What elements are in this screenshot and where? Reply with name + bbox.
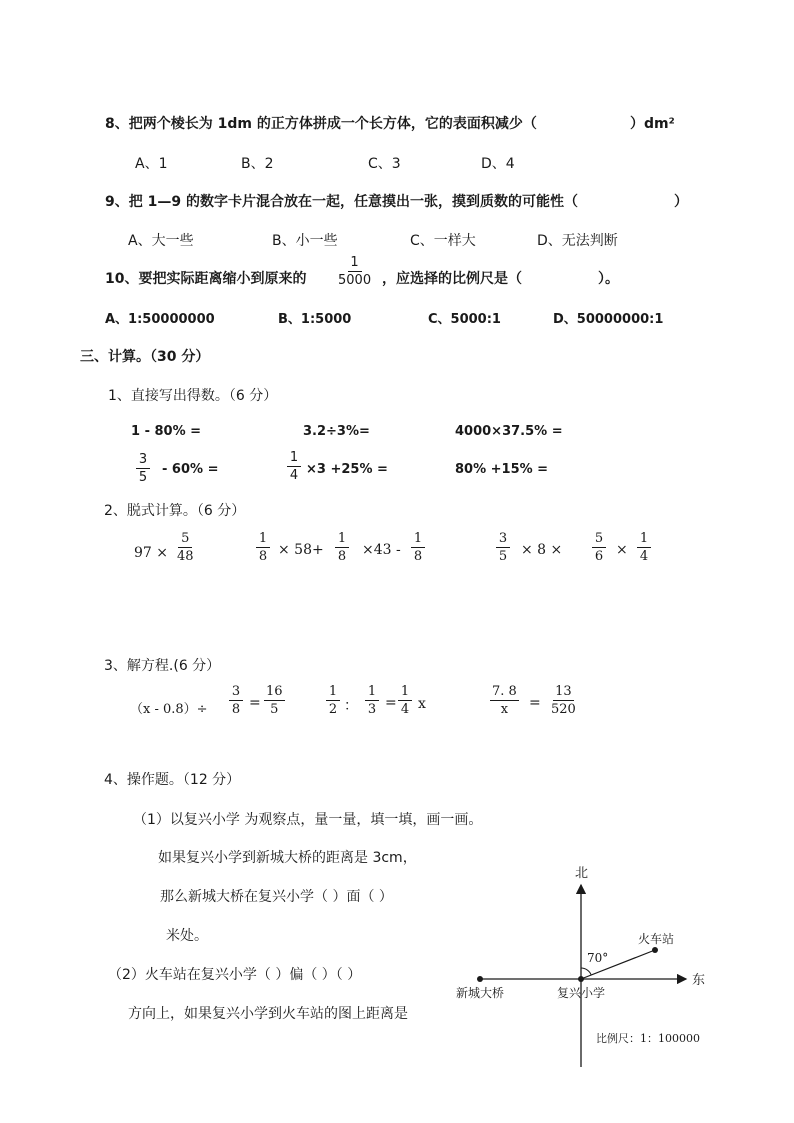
fraction-numerator: 1 bbox=[365, 685, 379, 701]
p3-eq-1-fraction-2 bbox=[264, 685, 285, 716]
fraction-denominator: 8 bbox=[413, 549, 423, 564]
p1-expr-2: 3.2÷3%= bbox=[303, 424, 370, 439]
fraction-denominator: 5 bbox=[498, 549, 508, 564]
p3-eq-1-fraction-1 bbox=[229, 685, 243, 716]
p3-title: 3、解方程.(6 分） bbox=[104, 658, 221, 674]
q10-close: ）。 bbox=[598, 271, 619, 287]
bridge-label: 新城大桥 bbox=[456, 986, 505, 1000]
q8-text: 8、把两个棱长为 1dm 的正方体拼成一个长方体，它的表面积减少（ bbox=[105, 116, 537, 132]
bridge-point bbox=[477, 976, 483, 982]
p1-title: 1、直接写出得数。（6 分） bbox=[108, 388, 278, 404]
fraction-denominator: 5 bbox=[270, 702, 279, 717]
school-point bbox=[578, 976, 584, 982]
fraction-numerator: 3 bbox=[496, 532, 510, 548]
fraction-numerator: 3 bbox=[229, 685, 243, 701]
fraction-denominator: 4 bbox=[639, 549, 649, 564]
fraction-denominator: 8 bbox=[337, 549, 347, 564]
direction-map bbox=[440, 855, 740, 1085]
q10-suffix: ，应选择的比例尺是（ bbox=[382, 271, 522, 287]
p2-expr-3-op-2: × bbox=[616, 542, 628, 558]
p4-s1-title: （1）以复兴小学 为观察点，量一量，填一填，画一画。 bbox=[133, 812, 483, 828]
q9-close: ） bbox=[674, 194, 688, 210]
fraction-denominator: 5 bbox=[138, 470, 148, 485]
fraction-denominator: 2 bbox=[328, 702, 338, 717]
q9-option-c: C、一样大 bbox=[410, 233, 476, 249]
p3-eq-2-variable: x bbox=[418, 696, 426, 712]
p2-expr-2-fraction-2 bbox=[335, 532, 349, 563]
fraction-denominator: x bbox=[500, 702, 509, 717]
fraction-numerator: 1 bbox=[335, 532, 349, 548]
angle-arc bbox=[581, 968, 591, 975]
fraction-numerator: 13 bbox=[555, 684, 572, 699]
p3-eq-1-lead: （x - 0.8）÷ bbox=[130, 702, 208, 717]
p1-expr-3: 4000×37.5% = bbox=[455, 424, 563, 439]
fraction-denominator: 520 bbox=[551, 702, 576, 717]
q10-fraction-numerator: 1 bbox=[348, 256, 362, 272]
fraction-numerator: 1 bbox=[256, 532, 270, 548]
fraction-numerator: 3 bbox=[136, 453, 150, 469]
fraction-denominator: 8 bbox=[258, 549, 268, 564]
fraction-denominator: 4 bbox=[400, 702, 410, 717]
p3-eq-2-equals: = bbox=[385, 695, 397, 711]
p3-eq-2-fraction-1 bbox=[326, 685, 340, 716]
q9-option-d: D、无法判断 bbox=[537, 233, 618, 249]
east-label: 东 bbox=[692, 973, 706, 988]
p2-title: 2、脱式计算。（6 分） bbox=[104, 503, 246, 519]
fraction-numerator: 1 bbox=[287, 451, 301, 467]
p1-expr-4-fraction bbox=[136, 453, 150, 484]
q9-option-b: B、小一些 bbox=[272, 233, 338, 249]
fraction-numerator: 1 bbox=[411, 532, 425, 548]
station-label: 火车站 bbox=[638, 932, 675, 946]
fraction-denominator: 8 bbox=[231, 702, 241, 717]
q10-fraction-denominator: 5000 bbox=[338, 273, 372, 288]
north-label: 北 bbox=[575, 866, 589, 881]
p2-expr-2-fraction-1 bbox=[256, 532, 270, 563]
fraction-denominator: 48 bbox=[177, 549, 194, 564]
q10-prefix: 10、要把实际距离缩小到原来的 bbox=[105, 271, 307, 287]
q10-option-c: C、5000:1 bbox=[428, 312, 501, 327]
p1-expr-6: 80% +15% = bbox=[455, 462, 549, 477]
fraction-numerator: 16 bbox=[266, 684, 283, 699]
station-point bbox=[652, 947, 658, 953]
q9-text: 9、把 1—9 的数字卡片混合放在一起，任意摸出一张，摸到质数的可能性（ bbox=[105, 194, 578, 210]
p3-eq-1-equals: = bbox=[249, 695, 261, 711]
p4-s2-line-2: 方向上，如果复兴小学到火车站的图上距离是 bbox=[128, 1006, 408, 1022]
angle-label: 70° bbox=[587, 951, 609, 965]
p4-s1-line-2: 那么新城大桥在复兴小学（ ）面（ ） bbox=[160, 889, 393, 905]
p3-eq-2-colon: ： bbox=[344, 698, 358, 714]
p2-expr-2-op-1: × 58+ bbox=[278, 542, 324, 558]
p4-title: 4、操作题。（12 分） bbox=[104, 772, 241, 788]
q10-fraction bbox=[338, 256, 371, 287]
p4-s1-line-1: 如果复兴小学到新城大桥的距离是 3cm， bbox=[158, 850, 417, 866]
p3-eq-3-equals: = bbox=[529, 695, 541, 711]
p3-eq-3-fraction-2 bbox=[551, 685, 576, 716]
q10-option-b: B、1:5000 bbox=[278, 312, 352, 327]
q8-option-d: D、4 bbox=[481, 156, 515, 172]
fraction-denominator: 6 bbox=[594, 549, 604, 564]
fraction-numerator: 1 bbox=[637, 532, 651, 548]
p2-expr-3-op-1: × 8 × bbox=[521, 542, 563, 558]
p1-expr-1: 1 - 80% = bbox=[131, 424, 202, 439]
p4-s1-line-3: 米处。 bbox=[166, 928, 208, 944]
fraction-numerator: 5 bbox=[592, 532, 606, 548]
p2-expr-2-op-2: ×43 - bbox=[362, 542, 401, 558]
section3-title: 三、计算。（30 分） bbox=[80, 349, 210, 365]
q8-option-c: C、3 bbox=[368, 156, 401, 172]
p4-s2-line-1: （2）火车站在复兴小学（ ）偏（ ）（ ） bbox=[108, 967, 362, 983]
p2-expr-1-lead: 97 × bbox=[134, 545, 168, 561]
p2-expr-1-fraction bbox=[177, 532, 194, 563]
fraction-numerator: 1 bbox=[398, 685, 412, 701]
fraction-numerator: 7. 8 bbox=[492, 684, 517, 699]
q8-option-a: A、1 bbox=[135, 156, 168, 172]
fraction-denominator: 3 bbox=[367, 702, 377, 717]
q8-close: ）dm² bbox=[630, 116, 675, 132]
q10-option-d: D、50000000:1 bbox=[553, 312, 664, 327]
p1-expr-5-fraction bbox=[287, 451, 301, 482]
fraction-denominator: 4 bbox=[289, 468, 299, 483]
q9-option-a: A、大一些 bbox=[128, 233, 194, 249]
p3-eq-2-fraction-2 bbox=[365, 685, 379, 716]
fraction-numerator: 5 bbox=[178, 532, 192, 548]
p3-eq-2-fraction-3 bbox=[398, 685, 412, 716]
fraction-numerator: 1 bbox=[326, 685, 340, 701]
p2-expr-3-fraction-3 bbox=[637, 532, 651, 563]
p2-expr-3-fraction-1 bbox=[496, 532, 510, 563]
p3-eq-3-fraction-1 bbox=[490, 685, 519, 716]
p2-expr-2-fraction-3 bbox=[411, 532, 425, 563]
scale-label: 比例尺：1：100000 bbox=[596, 1032, 700, 1045]
p1-expr-5-rest: ×3 +25% = bbox=[306, 462, 388, 477]
q8-option-b: B、2 bbox=[241, 156, 274, 172]
p1-expr-4-rest: - 60% = bbox=[162, 462, 219, 477]
school-label: 复兴小学 bbox=[557, 986, 606, 1000]
p2-expr-3-fraction-2 bbox=[592, 532, 606, 563]
q10-option-a: A、1:50000000 bbox=[105, 312, 215, 327]
